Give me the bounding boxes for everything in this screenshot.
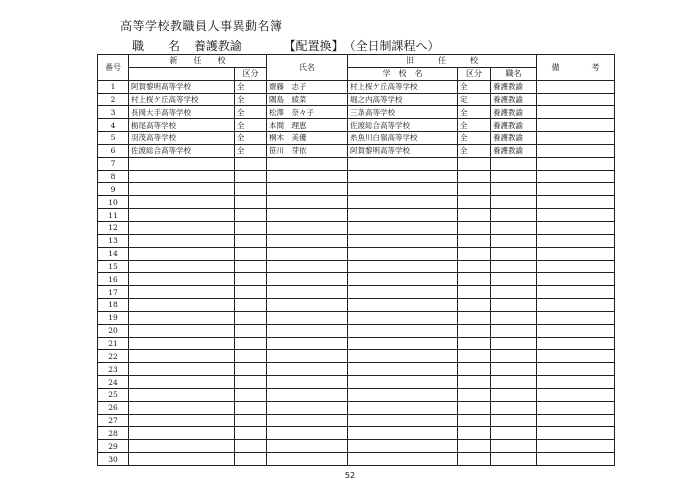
new-school-cell [129, 440, 235, 453]
old-division-cell [458, 221, 491, 234]
new-division-cell [235, 196, 267, 209]
row-number: 20 [98, 324, 129, 337]
staff-name-cell [267, 350, 348, 363]
old-school-cell: 糸魚川白嶺高等学校 [348, 132, 458, 145]
remarks-cell [537, 401, 615, 414]
new-division-cell [235, 401, 267, 414]
old-division-cell: 全 [458, 144, 491, 157]
new-division-cell [235, 286, 267, 299]
old-school-cell [348, 247, 458, 260]
job-title-cell [491, 273, 537, 286]
old-school-cell [348, 209, 458, 222]
remarks-cell [537, 350, 615, 363]
table-row [98, 221, 615, 234]
new-division-cell [235, 453, 267, 466]
new-division-cell [235, 157, 267, 170]
course-note: （全日制課程へ） [343, 39, 440, 53]
table-body [98, 80, 615, 465]
job-title-cell: 養護教諭 [491, 119, 537, 132]
table-row [98, 119, 615, 132]
table-row [98, 93, 615, 106]
old-division-cell: 全 [458, 119, 491, 132]
row-number: 9 [98, 183, 129, 196]
old-school-cell [348, 196, 458, 209]
table-row [98, 247, 615, 260]
row-number: 8 [98, 170, 129, 183]
old-school-cell [348, 170, 458, 183]
job-title-cell: 養護教諭 [491, 93, 537, 106]
old-school-cell [348, 427, 458, 440]
new-division-cell [235, 299, 267, 312]
header-job-title: 職名 [491, 67, 537, 80]
new-division-cell [235, 414, 267, 427]
new-school-cell [129, 221, 235, 234]
job-title-cell [491, 247, 537, 260]
old-division-cell [458, 170, 491, 183]
job-title-cell [491, 209, 537, 222]
old-division-cell: 全 [458, 80, 491, 93]
remarks-cell [537, 273, 615, 286]
new-school-cell [129, 209, 235, 222]
job-title-cell: 養護教諭 [491, 132, 537, 145]
header-old-school: 旧 任 校 [348, 55, 537, 68]
job-title-cell [491, 324, 537, 337]
remarks-cell [537, 324, 615, 337]
old-school-cell [348, 363, 458, 376]
job-role: 養護教諭 [193, 39, 242, 53]
new-division-cell: 全 [235, 106, 267, 119]
staff-name-cell: 隅島 綾菜 [267, 93, 348, 106]
table-row [98, 388, 615, 401]
row-number: 6 [98, 144, 129, 157]
page-number: 52 [344, 471, 356, 480]
row-number: 1 [98, 80, 129, 93]
old-division-cell [458, 440, 491, 453]
table-row [98, 453, 615, 466]
new-school-cell [129, 376, 235, 389]
table-row [98, 80, 615, 93]
new-division-cell [235, 183, 267, 196]
new-school-cell: 村上桜ケ丘高等学校 [129, 93, 235, 106]
new-division-cell [235, 376, 267, 389]
old-school-cell [348, 388, 458, 401]
remarks-cell [537, 388, 615, 401]
remarks-cell [537, 170, 615, 183]
job-title-cell: 養護教諭 [491, 80, 537, 93]
new-division-cell: 全 [235, 132, 267, 145]
old-school-cell [348, 273, 458, 286]
old-division-cell [458, 299, 491, 312]
remarks-cell [537, 119, 615, 132]
job-title-cell [491, 299, 537, 312]
job-title-cell [491, 388, 537, 401]
old-division-cell [458, 196, 491, 209]
staff-name-cell [267, 414, 348, 427]
new-school-cell [129, 414, 235, 427]
remarks-cell [537, 132, 615, 145]
new-division-cell [235, 350, 267, 363]
staff-name-cell [267, 337, 348, 350]
table-row [98, 260, 615, 273]
row-number: 17 [98, 286, 129, 299]
new-division-cell [235, 337, 267, 350]
old-division-cell [458, 311, 491, 324]
old-school-cell [348, 234, 458, 247]
remarks-cell [537, 157, 615, 170]
old-school-cell [348, 221, 458, 234]
new-division-cell [235, 363, 267, 376]
staff-name-cell [267, 299, 348, 312]
old-division-cell [458, 427, 491, 440]
row-number: 23 [98, 363, 129, 376]
remarks-cell [537, 311, 615, 324]
old-school-cell [348, 183, 458, 196]
row-number: 19 [98, 311, 129, 324]
new-school-cell [129, 363, 235, 376]
table-row [98, 324, 615, 337]
table-row [98, 144, 615, 157]
table-row [98, 427, 615, 440]
row-number: 10 [98, 196, 129, 209]
old-school-cell [348, 324, 458, 337]
remarks-cell [537, 299, 615, 312]
new-school-cell [129, 350, 235, 363]
new-division-cell [235, 260, 267, 273]
new-division-cell [235, 440, 267, 453]
row-number: 5 [98, 132, 129, 145]
old-school-cell [348, 414, 458, 427]
old-school-cell: 三条高等学校 [348, 106, 458, 119]
new-school-cell [129, 260, 235, 273]
new-school-cell [129, 427, 235, 440]
table-row [98, 311, 615, 324]
new-division-cell [235, 221, 267, 234]
old-school-cell: 堀之内高等学校 [348, 93, 458, 106]
row-number: 30 [98, 453, 129, 466]
new-school-cell [129, 311, 235, 324]
job-title-cell [491, 440, 537, 453]
table-row [98, 363, 615, 376]
staff-name-cell [267, 196, 348, 209]
row-number: 28 [98, 427, 129, 440]
new-school-cell [129, 453, 235, 466]
old-division-cell [458, 157, 491, 170]
staff-name-cell [267, 440, 348, 453]
new-school-cell: 羽茂高等学校 [129, 132, 235, 145]
remarks-cell [537, 363, 615, 376]
job-title-cell [491, 337, 537, 350]
old-school-cell [348, 337, 458, 350]
remarks-cell [537, 376, 615, 389]
staff-name-cell [267, 170, 348, 183]
header-new-division: 区分 [235, 67, 267, 80]
job-title-cell [491, 453, 537, 466]
old-school-cell [348, 453, 458, 466]
new-school-cell [129, 196, 235, 209]
new-school-cell [129, 299, 235, 312]
old-school-cell [348, 299, 458, 312]
row-number: 2 [98, 93, 129, 106]
job-title-cell [491, 286, 537, 299]
old-division-cell [458, 453, 491, 466]
old-school-cell: 佐渡総合高等学校 [348, 119, 458, 132]
remarks-cell [537, 337, 615, 350]
staff-name-cell [267, 273, 348, 286]
remarks-cell [537, 260, 615, 273]
job-title-cell [491, 157, 537, 170]
job-title-cell [491, 376, 537, 389]
new-division-cell [235, 234, 267, 247]
row-number: 11 [98, 209, 129, 222]
old-division-cell [458, 324, 491, 337]
old-division-cell [458, 234, 491, 247]
old-school-cell [348, 376, 458, 389]
job-title-cell: 養護教諭 [491, 106, 537, 119]
remarks-cell [537, 80, 615, 93]
old-school-cell [348, 350, 458, 363]
table-row [98, 183, 615, 196]
row-number: 25 [98, 388, 129, 401]
staff-name-cell: 本間 理恵 [267, 119, 348, 132]
row-number: 14 [98, 247, 129, 260]
header-school-name: 学 校 名 [348, 67, 458, 80]
remarks-cell [537, 183, 615, 196]
old-school-cell: 村上桜ケ丘高等学校 [348, 80, 458, 93]
old-division-cell [458, 337, 491, 350]
job-title-cell [491, 414, 537, 427]
document-title: 高等学校教職員人事異動名簿 [120, 19, 283, 33]
table-row [98, 209, 615, 222]
old-division-cell [458, 376, 491, 389]
header-old-division: 区分 [458, 67, 491, 80]
row-number: 27 [98, 414, 129, 427]
staff-name-cell [267, 376, 348, 389]
old-division-cell [458, 350, 491, 363]
old-division-cell: 定 [458, 93, 491, 106]
new-school-cell: 栃尾高等学校 [129, 119, 235, 132]
row-number: 26 [98, 401, 129, 414]
old-division-cell [458, 388, 491, 401]
row-number: 16 [98, 273, 129, 286]
staff-name-cell [267, 324, 348, 337]
old-school-cell [348, 401, 458, 414]
remarks-cell [537, 144, 615, 157]
row-number: 13 [98, 234, 129, 247]
job-title-cell [491, 183, 537, 196]
staff-name-cell [267, 183, 348, 196]
new-school-cell [129, 273, 235, 286]
job-title-cell [491, 311, 537, 324]
old-division-cell [458, 260, 491, 273]
row-number: 21 [98, 337, 129, 350]
job-title-cell [491, 401, 537, 414]
new-school-cell [129, 234, 235, 247]
row-number: 18 [98, 299, 129, 312]
old-division-cell: 全 [458, 106, 491, 119]
remarks-cell [537, 286, 615, 299]
old-school-cell: 阿賀黎明高等学校 [348, 144, 458, 157]
new-school-cell: 長岡大手高等学校 [129, 106, 235, 119]
table-row [98, 299, 615, 312]
new-division-cell [235, 170, 267, 183]
job-title-cell [491, 260, 537, 273]
remarks-cell [537, 221, 615, 234]
staff-name-cell [267, 260, 348, 273]
old-division-cell [458, 401, 491, 414]
staff-name-cell [267, 401, 348, 414]
row-number: 22 [98, 350, 129, 363]
old-division-cell: 全 [458, 132, 491, 145]
row-number: 7 [98, 157, 129, 170]
row-number: 24 [98, 376, 129, 389]
new-division-cell [235, 324, 267, 337]
staff-name-cell: 齋藤 志子 [267, 80, 348, 93]
remarks-cell [537, 234, 615, 247]
staff-name-cell [267, 311, 348, 324]
old-school-cell [348, 260, 458, 273]
new-division-cell: 全 [235, 93, 267, 106]
staff-name-cell [267, 388, 348, 401]
staff-name-cell [267, 427, 348, 440]
document-subtitle [132, 37, 440, 54]
new-school-cell [129, 157, 235, 170]
job-title-cell [491, 350, 537, 363]
table-row [98, 234, 615, 247]
staff-name-cell [267, 286, 348, 299]
job-title-cell [491, 221, 537, 234]
table-row [98, 286, 615, 299]
table-row [98, 414, 615, 427]
new-division-cell: 全 [235, 119, 267, 132]
new-division-cell [235, 388, 267, 401]
transfer-kind: 【配置換】 [283, 39, 344, 53]
new-school-cell [129, 401, 235, 414]
header-new-school: 新 任 校 [129, 55, 267, 68]
new-school-cell [129, 337, 235, 350]
staff-name-cell [267, 363, 348, 376]
remarks-cell [537, 93, 615, 106]
staff-name-cell: 笹川 芽依 [267, 144, 348, 157]
header-remarks: 備 考 [537, 55, 615, 81]
table-row [98, 440, 615, 453]
table-row [98, 376, 615, 389]
remarks-cell [537, 209, 615, 222]
new-school-cell: 阿賀黎明高等学校 [129, 80, 235, 93]
old-division-cell [458, 286, 491, 299]
new-school-cell: 佐渡総合高等学校 [129, 144, 235, 157]
new-division-cell [235, 273, 267, 286]
table-row [98, 350, 615, 363]
table-row [98, 401, 615, 414]
old-division-cell [458, 209, 491, 222]
staff-name-cell [267, 234, 348, 247]
table-row [98, 196, 615, 209]
staff-name-cell: 松澤 奈々子 [267, 106, 348, 119]
old-school-cell [348, 286, 458, 299]
job-title-cell [491, 363, 537, 376]
table-row [98, 106, 615, 119]
job-title-cell: 養護教諭 [491, 144, 537, 157]
old-school-cell [348, 157, 458, 170]
new-school-cell [129, 247, 235, 260]
personnel-table [97, 54, 615, 466]
new-division-cell [235, 311, 267, 324]
old-division-cell [458, 247, 491, 260]
staff-name-cell [267, 157, 348, 170]
job-title-cell [491, 170, 537, 183]
header-name: 氏名 [267, 55, 348, 81]
old-division-cell [458, 183, 491, 196]
old-division-cell [458, 273, 491, 286]
row-number: 15 [98, 260, 129, 273]
table-row [98, 157, 615, 170]
new-school-cell [129, 286, 235, 299]
staff-name-cell [267, 209, 348, 222]
table-row [98, 337, 615, 350]
new-division-cell: 全 [235, 144, 267, 157]
staff-name-cell [267, 247, 348, 260]
new-school-cell [129, 388, 235, 401]
old-division-cell [458, 414, 491, 427]
new-school-cell [129, 324, 235, 337]
row-number: 3 [98, 106, 129, 119]
row-number: 29 [98, 440, 129, 453]
remarks-cell [537, 427, 615, 440]
new-division-cell [235, 427, 267, 440]
remarks-cell [537, 414, 615, 427]
table-header [98, 55, 615, 81]
new-division-cell [235, 209, 267, 222]
new-division-cell [235, 247, 267, 260]
row-number: 4 [98, 119, 129, 132]
header-new-school-blank [129, 67, 235, 80]
row-number: 12 [98, 221, 129, 234]
old-division-cell [458, 363, 491, 376]
table-row [98, 273, 615, 286]
remarks-cell [537, 196, 615, 209]
remarks-cell [537, 247, 615, 260]
new-school-cell [129, 170, 235, 183]
old-school-cell [348, 440, 458, 453]
remarks-cell [537, 440, 615, 453]
table-row [98, 132, 615, 145]
header-number: 番号 [98, 55, 129, 81]
remarks-cell [537, 106, 615, 119]
new-school-cell [129, 183, 235, 196]
job-title-cell [491, 196, 537, 209]
remarks-cell [537, 453, 615, 466]
staff-name-cell [267, 221, 348, 234]
staff-name-cell: 桐木 美優 [267, 132, 348, 145]
staff-name-cell [267, 453, 348, 466]
job-label: 職 名 [132, 39, 187, 53]
job-title-cell [491, 427, 537, 440]
new-division-cell: 全 [235, 80, 267, 93]
table-row [98, 170, 615, 183]
old-school-cell [348, 311, 458, 324]
job-title-cell [491, 234, 537, 247]
